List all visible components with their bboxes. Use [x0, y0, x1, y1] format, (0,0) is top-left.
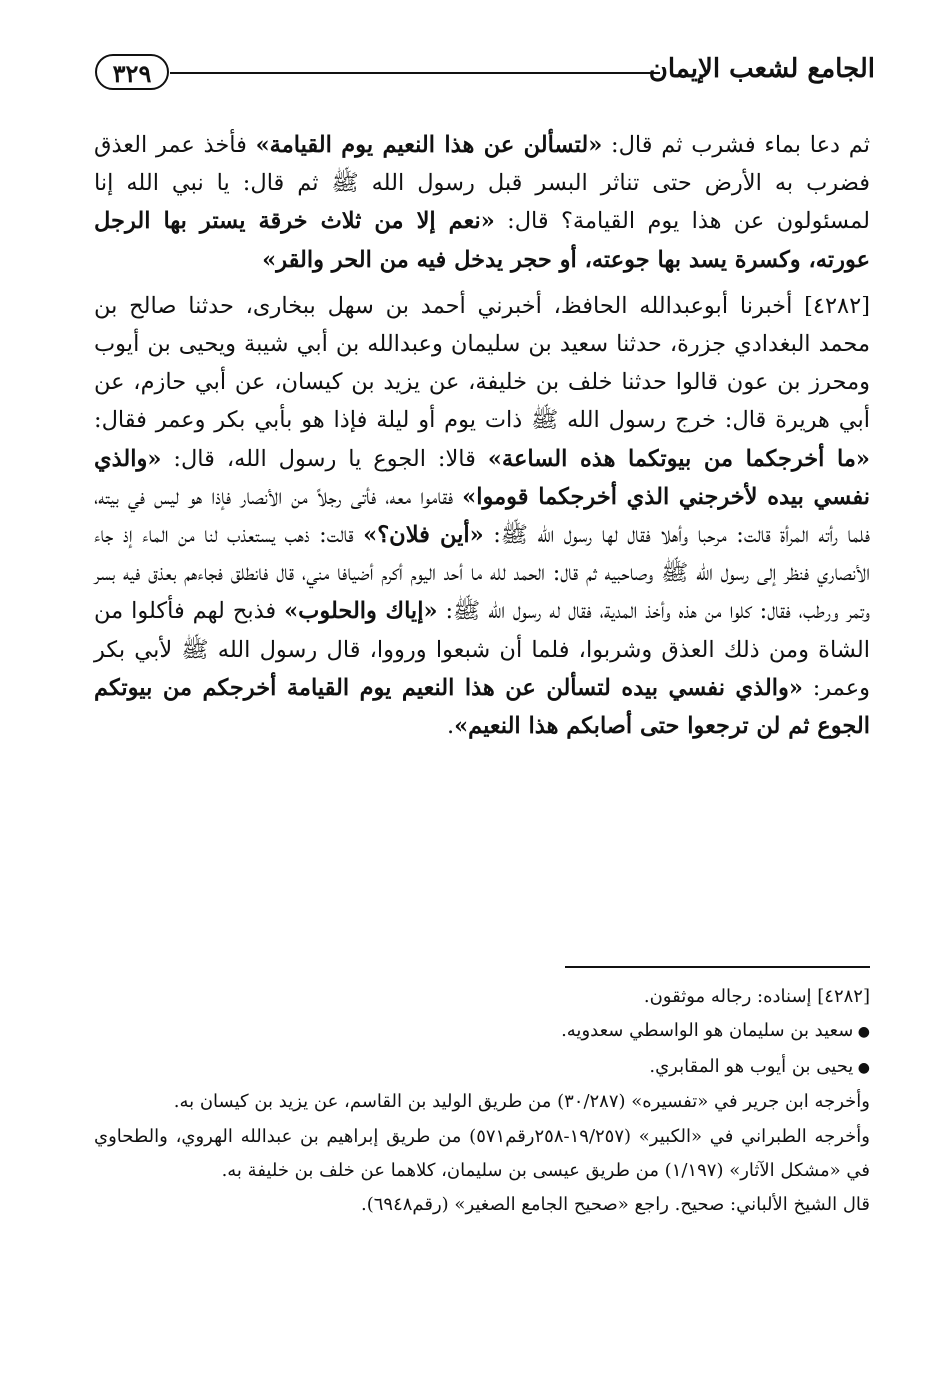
p2-text-3: فقاموا معه، فأتى رجلاً من الأنصار فإذا هو ليس في بيته، فلما رأته المرأة قالت: مرحبا وأهلا فقال لها رسول الله ﷺ:	[94, 483, 870, 549]
p1-text-2: فأخذ عمر العذق فضرب به الأرض حتى تناثر البسر قبل رسول الله ﷺ ثم قال: يا نبي الله إنا لمسئولون عن هذا يوم القيامة؟ قال:	[94, 132, 870, 235]
header-rule	[170, 72, 660, 74]
p1-quote-1: «لتسألن عن هذا النعيم يوم القيامة»	[255, 132, 603, 158]
footnote-bullet-2	[94, 1050, 870, 1085]
main-text	[94, 126, 870, 745]
p2-text-4: قالت: ذهب يستعذب لنا من الماء إذ جاء الأنصاري فنظر إلى رسول الله ﷺ وصاحبيه ثم قال: الحمد لله ما أحد اليوم أكرم أضيافا مني، قال فانطلق فجاءهم بعذق فيه بسر وتمر ورطب، فقال: كلوا من هذه وأخذ المدية، فقال له رسول الله ﷺ:	[94, 522, 870, 625]
p2-quote-4: «إياك والحلوب»	[284, 598, 438, 625]
footnote-bullet-2-text: يحيى بن أيوب هو المقابري.	[649, 1055, 854, 1077]
p2-text-5: فذبح لهم فأكلوا من الشاة ومن ذلك العذق وشربوا، فلما أن شبعوا ورووا، قال رسول الله ﷺ لأبي بكر وعمر:	[94, 598, 870, 701]
footnote-takhrij-1: وأخرجه ابن جرير في «تفسيره» (٣٠/٢٨٧) من طريق الوليد بن القاسم، عن يزيد بن كيسان به.	[173, 1091, 870, 1113]
footnote-separator	[565, 966, 870, 968]
p2-text-6: .	[446, 713, 455, 740]
footnote-bullet-1-text: سعيد بن سليمان هو الواسطي سعدويه.	[561, 1020, 854, 1042]
footnotes	[94, 980, 870, 1223]
footnote-albani: قال الشيخ الألباني: صحيح. راجع «صحيح الجامع الصغير» (رقم٦٩٤٨).	[360, 1194, 870, 1216]
footnote-isnad: [٤٢٨٢] إسناده: رجاله موثقون.	[643, 986, 870, 1007]
footnote-bullet-1	[94, 1014, 870, 1049]
footnote-takhrij-2: وأخرجه الطبراني في «الكبير» (١٩/٢٥٧-٢٥٨رقم٥٧١) من طريق إبراهيم بن عبدالله الهروي، والطحاوي في «مشكل الآثار» (١/١٩٧) من طريق عيسى بن سليمان، كلاهما عن خلف بن خليفة به.	[94, 1125, 870, 1182]
p2-quote-5: «والذي نفسي بيده لتسألن عن هذا النعيم يوم القيامة أخرجكم من بيوتكم الجوع ثم لن ترجعوا حتى أصابكم هذا النعيم»	[94, 674, 870, 740]
paragraph-1	[94, 126, 870, 279]
p1-text-1: ثم دعا بماء فشرب ثم قال:	[602, 132, 871, 158]
paragraph-2-hadith-4282	[94, 287, 870, 745]
p2-text-1: [٤٢٨٢] أخبرنا أبوعبدالله الحافظ، أخبرني أحمد بن سهل ببخارى، حدثنا صالح بن محمد البغدادي جزرة، حدثنا سعيد بن سليمان وعبدالله بن أبي شيبة ويحيى بن أيوب ومحرز بن عون قالوا حدثنا خلف بن خليفة، عن يزيد بن كيسان، عن أبي حازم، عن أبي هريرة قال: خرج رسول الله ﷺ ذات يوم أو ليلة فإذا هو بأبي بكر وعمر فقال:	[94, 292, 870, 434]
p2-quote-3: «أين فلان؟»	[363, 522, 484, 549]
p2-quote-2: «والذي نفسي بيده لأخرجني الذي أخرجكما قوموا»	[94, 445, 871, 510]
p2-quote-1: «ما أخرجكما من بيوتكما هذه الساعة»	[487, 445, 870, 472]
book-title: الجامع لشعب الإيمان	[648, 54, 875, 84]
page-number: ٣٢٩	[95, 54, 169, 90]
p1-quote-2: «نعم إلا من ثلاث خرقة يستر بها الرجل عورته، وكسرة يسد بها جوعته، أو حجر يدخل فيه من الحر والقر»	[94, 208, 870, 273]
p2-text-2: قالا: الجوع يا رسول الله، قال:	[161, 445, 488, 472]
running-header	[95, 52, 875, 102]
